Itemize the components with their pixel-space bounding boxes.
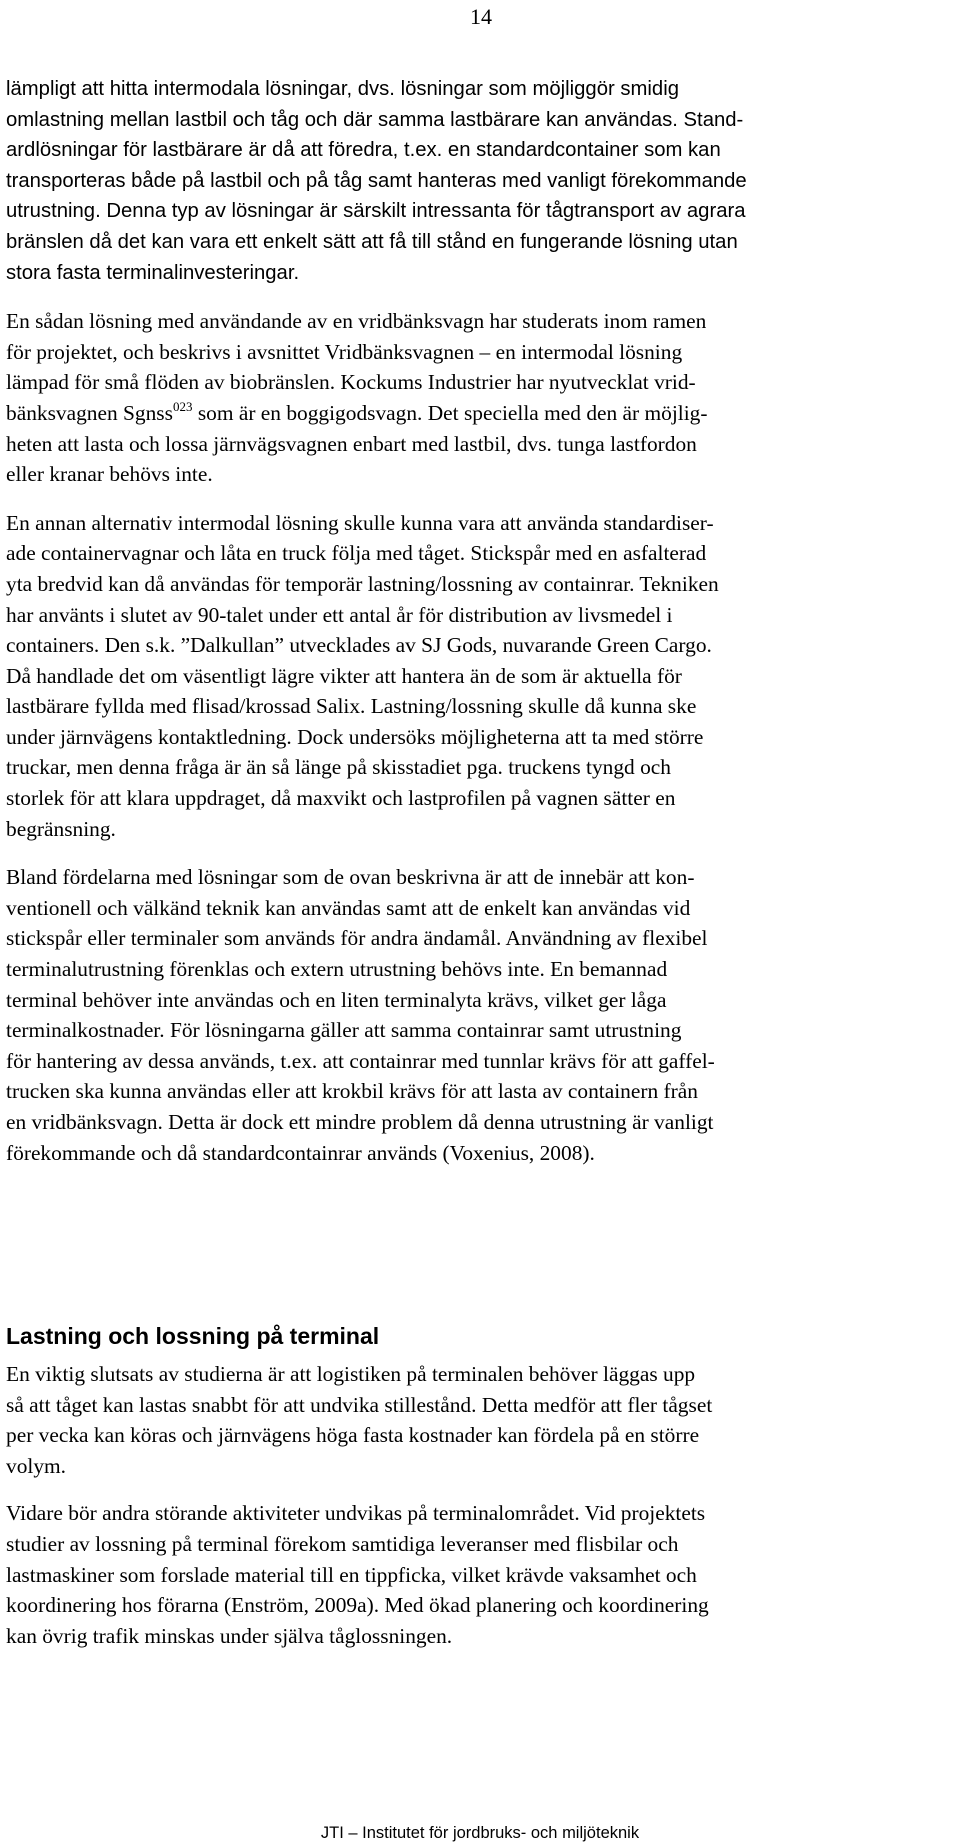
text-line: lastbärare fyllda med flisad/krossad Salix. Lastning/lossning skulle då kunna ske	[6, 694, 697, 719]
text-line: under järnvägens kontaktledning. Dock undersöks möjligheterna att ta med större	[6, 724, 704, 749]
text-line: per vecka kan köras och järnvägens höga fasta kostnader kan fördela på en större	[6, 1423, 700, 1448]
text-line: terminalkostnader. För lösningarna gäller att samma containrar samt utrustning	[6, 1018, 682, 1043]
paragraph-2	[6, 306, 936, 490]
section-heading: Lastning och lossning på terminal	[6, 1323, 380, 1349]
text-line: volym.	[6, 1453, 67, 1478]
text-segment: som är en boggigodsvagn. Det speciella med den är möjlig-	[192, 400, 708, 425]
paragraph-3	[6, 508, 936, 845]
text-line: lämpligt att hitta intermodala lösningar, dvs. lösningar som möjliggör smidig	[6, 78, 679, 100]
text-line: transporteras både på lastbil och på tåg samt hanteras med vanligt förekommande	[6, 169, 747, 192]
text-line: för projektet, och beskrivs i avsnittet Vridbänksvagnen – en intermodal lösning	[6, 339, 683, 364]
text-line: stora fasta terminalinvesteringar.	[6, 261, 300, 284]
text-line: stickspår eller terminaler som används för andra ändamål. Användning av flexibel	[6, 926, 708, 951]
text-line: förekommande och då standardcontainrar används (Voxenius, 2008).	[6, 1140, 595, 1165]
text-line: koordinering hos förarna (Enström, 2009a). Med ökad planering och koordinering	[6, 1593, 709, 1618]
superscript: 023	[172, 398, 193, 414]
text-line: En viktig slutsats av studierna är att logistiken på terminalen behöver läggas upp	[6, 1362, 696, 1386]
text-line: ventionell och välkänd teknik kan användas samt att de enkelt kan användas vid	[6, 895, 691, 920]
text-line: omlastning mellan lastbil och tåg och där samma lastbärare kan användas. Stand-	[6, 108, 744, 131]
paragraph-1	[6, 74, 936, 288]
text-line: lastmaskiner som forslade material till en tippficka, vilket krävde vaksamhet och	[6, 1562, 697, 1587]
text-line: begränsning.	[6, 816, 116, 841]
text-line: eller kranar behövs inte.	[6, 462, 213, 487]
text-line: har använts i slutet av 90-talet under ett antal år för distribution av livsmedel i	[6, 602, 673, 627]
section-body-text	[6, 1359, 936, 1668]
section-paragraph-1	[6, 1359, 936, 1481]
text-line: så att tåget kan lastas snabbt för att undvika stillestånd. Detta medför att fler tågset	[6, 1392, 713, 1417]
text-line	[6, 398, 936, 429]
page-footer: JTI – Institutet för jordbruks- och miljöteknik	[320, 1824, 640, 1842]
body-text	[6, 74, 936, 1186]
text-line: trucken ska kunna användas eller att krokbil krävs för att lasta av containern från	[6, 1079, 698, 1104]
text-line: En sådan lösning med användande av en vridbänksvagn har studerats inom ramen	[6, 309, 707, 334]
text-line: ade containervagnar och låta en truck följa med tåget. Stickspår med en asfalterad	[6, 541, 707, 566]
page-number-text: 14	[470, 4, 492, 29]
text-line: studier av lossning på terminal förekom samtidiga leveranser med flisbilar och	[6, 1531, 679, 1556]
text-line: utrustning. Denna typ av lösningar är särskilt intressanta för tågtransport av agrara	[6, 200, 746, 223]
text-line: kan övrig trafik minskas under själva tåglossningen.	[6, 1623, 453, 1648]
text-segment: bänksvagnen Sgnss	[6, 400, 173, 425]
text-line: heten att lasta och lossa järnvägsvagnen enbart med lastbil, dvs. tunga lastfordon	[6, 431, 697, 456]
text-line: för hantering av dessa används, t.ex. att containrar med tunnlar krävs för att gaffel-	[6, 1048, 715, 1073]
text-line: storlek för att klara uppdraget, då maxvikt och lastprofilen på vagnen sätter en	[6, 786, 676, 811]
text-line: yta bredvid kan då användas för temporär lastning/lossning av containrar. Tekniken	[6, 571, 719, 596]
text-line: truckar, men denna fråga är än så länge på skisstadiet pga. truckens tyngd och	[6, 755, 671, 780]
text-line: lämpad för små flöden av biobränslen. Kockums Industrier har nyutvecklat vrid-	[6, 370, 696, 395]
text-line: bränslen då det kan vara ett enkelt sätt att få till stånd en fungerande lösning utan	[6, 230, 738, 253]
text-line: terminalutrustning förenklas och extern utrustning behövs inte. En bemannad	[6, 957, 668, 982]
text-line: terminal behöver inte användas och en liten terminalyta krävs, vilket ger låga	[6, 987, 667, 1012]
text-line: Vidare bör andra störande aktiviteter undvikas på terminalområdet. Vid projektets	[6, 1501, 706, 1526]
section-paragraph-2	[6, 1498, 936, 1651]
text-line: ardlösningar för lastbärare är då att föredra, t.ex. en standardcontainer som kan	[6, 139, 721, 162]
text-line: Bland fördelarna med lösningar som de ovan beskrivna är att de innebär att kon-	[6, 865, 695, 890]
paragraph-4	[6, 862, 936, 1168]
text-line: en vridbänksvagn. Detta är dock ett mindre problem då denna utrustning är vanligt	[6, 1110, 714, 1134]
text-line: Då handlade det om väsentligt lägre vikter att hantera än de som är aktuella för	[6, 663, 682, 688]
text-line: En annan alternativ intermodal lösning skulle kunna vara att använda standardiser-	[6, 510, 714, 535]
text-line: containers. Den s.k. ”Dalkullan” utvecklades av SJ Gods, nuvarande Green Cargo.	[6, 633, 712, 658]
